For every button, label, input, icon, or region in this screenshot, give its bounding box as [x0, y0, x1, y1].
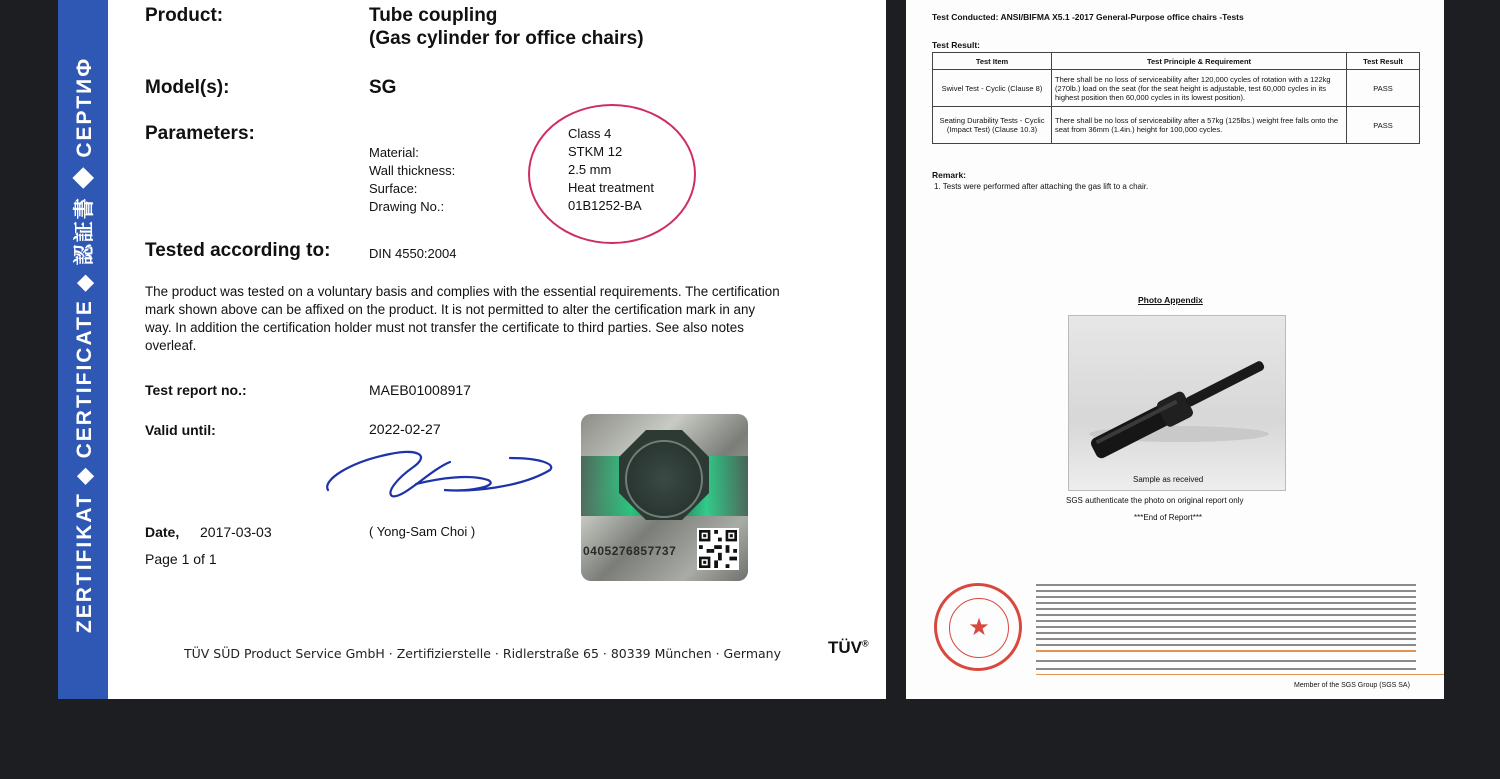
signer-name: ( Yong-Sam Choi ): [369, 524, 476, 539]
sample-photo: [1068, 315, 1286, 491]
highlight-circle: [528, 104, 696, 244]
parameter-class-value: Class 4: [568, 126, 612, 141]
tuv-certificate-page: [58, 0, 886, 699]
test-result-table: [932, 52, 1420, 144]
side-band-text: ZERTIFIKAT ◆ CERTIFICATE ◆ 認証書 ◆ СЕРТИФ: [73, 56, 96, 634]
report-number-value: MAEB01008917: [369, 382, 471, 398]
table-row: [933, 107, 1420, 144]
star-icon: ★: [968, 614, 990, 641]
end-of-report: ***End of Report***: [1134, 513, 1203, 522]
sgs-report-page: [906, 0, 1444, 699]
product-value-line2: (Gas cylinder for office chairs): [369, 28, 644, 49]
table-cell-requirement: There shall be no loss of serviceability after a 57kg (125lbs.) weight free falls onto the seat from 36mm (1.4in.) height for 100,000 cycles.: [1052, 107, 1347, 144]
parameter-wall-name: Wall thickness:: [369, 163, 456, 178]
parameter-drawing-value: 01B1252-BA: [568, 198, 642, 213]
report-number-label: Test report no.:: [145, 382, 247, 398]
sgs-red-stamp: [934, 583, 1022, 671]
parameter-material-name: Material:: [369, 145, 419, 160]
parameter-material-value: STKM 12: [568, 144, 623, 159]
valid-until-value: 2022-02-27: [369, 421, 441, 437]
certificate-footer: TÜV SÜD Product Service GmbH · Zertifizierstelle · Ridlerstraße 65 · 80339 München · Germany: [184, 646, 781, 661]
valid-until-label: Valid until:: [145, 422, 216, 438]
tested-according-value: DIN 4550:2004: [369, 246, 457, 261]
photo-appendix-title: Photo Appendix: [1138, 295, 1203, 305]
hologram-seal: [581, 414, 748, 581]
table-header-cell: Test Item: [933, 53, 1052, 70]
parameter-surface-value: Heat treatment: [568, 180, 654, 195]
table-cell-result: PASS: [1347, 70, 1420, 107]
table-cell-item: Seating Durability Tests - Cyclic (Impact Test) (Clause 10.3): [933, 107, 1052, 144]
tuv-logo: TÜV®: [828, 638, 869, 657]
test-conducted-heading: Test Conducted: ANSI/BIFMA X5.1 -2017 General-Purpose office chairs -Tests: [932, 12, 1244, 22]
parameter-wall-value: 2.5 mm: [568, 162, 612, 177]
parameter-drawing-name: Drawing No.:: [369, 199, 445, 214]
table-cell-requirement: There shall be no loss of serviceability after 120,000 cycles of rotation with a 122kg (270lb.) load on the seat (for the seat height is adjustable, test 60,000 cycles in its highest position then 60,000 cycles in its lowest position).: [1052, 70, 1347, 107]
product-label: Product:: [145, 5, 224, 26]
qr-code-icon: [697, 528, 739, 570]
test-result-label: Test Result:: [932, 40, 981, 50]
tested-according-label: Tested according to:: [145, 240, 331, 261]
member-note: Member of the SGS Group (SGS SA): [1294, 682, 1410, 689]
authenticate-note: SGS authenticate the photo on original report only: [1066, 496, 1244, 505]
table-header-cell: Test Principle & Requirement: [1052, 53, 1347, 70]
table-row: [933, 70, 1420, 107]
remark-text: 1. Tests were performed after attaching the gas lift to a chair.: [934, 182, 1149, 191]
date-value: 2017-03-03: [200, 524, 272, 540]
models-label: Model(s):: [145, 77, 230, 98]
seal-serial-number: 0405276857737: [583, 544, 677, 558]
table-header-cell: Test Result: [1347, 53, 1420, 70]
certificate-side-band: [58, 0, 108, 699]
product-value-line1: Tube coupling: [369, 5, 498, 26]
handwritten-signature: [320, 440, 560, 502]
photo-caption: Sample as received: [1133, 475, 1204, 484]
parameters-label: Parameters:: [145, 123, 255, 144]
footer-rule: [1036, 674, 1444, 675]
models-value: SG: [369, 77, 397, 98]
date-label: Date,: [145, 524, 180, 540]
table-cell-item: Swivel Test - Cyclic (Clause 8): [933, 70, 1052, 107]
table-header-row: [933, 53, 1420, 70]
page-indicator: Page 1 of 1: [145, 551, 217, 567]
compliance-paragraph: The product was tested on a voluntary basis and complies with the essential requirements. The certification mark shown above can be affixed on the product. It is not permitted to alter the certification mark in any way. In addition the certification holder must not transfer the certificate to third parties. See also notes overleaf.: [145, 284, 780, 353]
table-cell-result: PASS: [1347, 107, 1420, 144]
parameter-surface-name: Surface:: [369, 181, 418, 196]
remark-label: Remark:: [932, 170, 967, 180]
